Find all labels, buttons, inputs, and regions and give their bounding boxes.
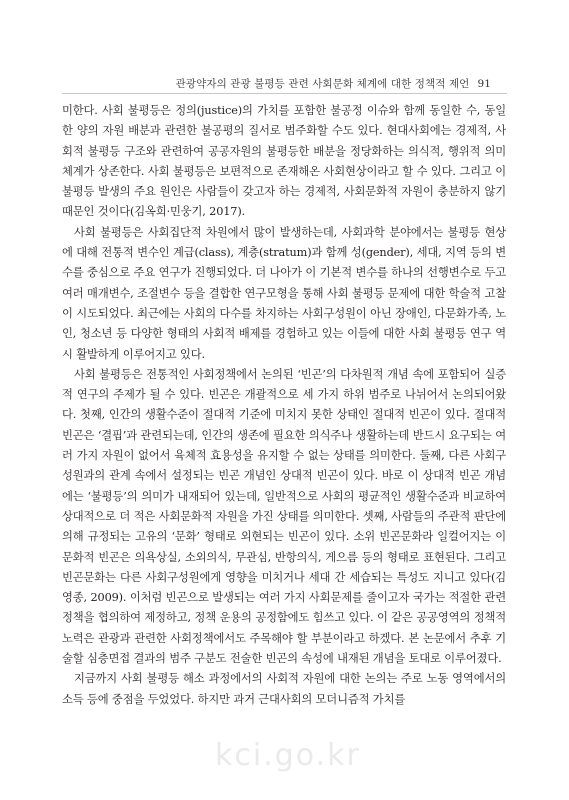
running-header-title: 관광약자의 관광 불평등 관련 사회문화 체계에 대한 정책적 제언 — [175, 78, 470, 90]
running-header — [176, 76, 491, 91]
page-number: 91 — [477, 78, 491, 90]
header-divider — [62, 93, 507, 94]
paragraph-continued: 미한다. 사회 불평등은 정의(justice)의 가치를 포함한 불공정 이슈와 함께 동일한 수, 동일한 양의 자원 배분과 관련한 불공평의 질서로 범주화할 수도 있다. 현대사회에는 경제적, 사회적 불평등 구조와 관련하여 공공자원의 불평등한 배분을 정당화하는 의식적, 행위적 의미체계가 상존한다. 사회 불평등은 보편적으로 존재해온 사회현상이라고 할 수 있다. 그리고 이 불평등 발생의 주요 원인은 사람들이 갖고자 하는 경제적, 사회문화적 자원이 충분하지 않기 때문인 것이다(김옥희·민웅기, 2017). — [62, 104, 506, 219]
watermark: kci.go.kr — [215, 738, 361, 773]
paragraph: 지금까지 사회 불평등 해소 과정에서의 사회적 자원에 대한 논의는 주로 노동 영역에서의 소득 등에 중점을 두었었다. 하지만 과거 근대사회의 모더니즘적 가치를 — [62, 672, 506, 706]
body-text — [62, 101, 506, 710]
paragraph: 사회 불평등은 전통적인 사회정책에서 논의된 ‘빈곤’의 다차원적 개념 속에 포함되어 실증적 연구의 주제가 될 수 있다. 빈곤은 개괄적으로 세 가지 하위 범주로 나뉘어서 논의되어왔다. 첫째, 인간의 생활수준이 절대적 기준에 미치지 못한 상태인 절대적 빈곤이 있다. 절대적 빈곤은 ‘결핍’과 관련되는데, 인간의 생존에 필요한 의식주나 생활하는데 반드시 요구되는 여러 가지 자원이 없어서 육체적 효용성을 유지할 수 없는 상태를 의미한다. 둘째, 다른 사회구성원과의 관계 속에서 설정되는 빈곤 개념인 상대적 빈곤이 있다. 바로 이 상대적 빈곤 개념에는 ‘불평등’의 의미가 내재되어 있는데, 일반적으로 사회의 평균적인 생활수준과 비교하여 상대적으로 더 적은 사회문화적 자원을 가진 상태를 의미한다. 셋째, 사람들의 주관적 판단에 의해 규정되는 고유의 ‘문화’ 형태로 외현되는 빈곤이 있다. 소위 빈곤문화라 일컬어지는 이 문화적 빈곤은 의욕상실, 소외의식, 무관심, 반항의식, 게으름 등의 형태로 표현된다. 그리고 빈곤문화는 다른 사회구성원에게 영향을 미치거나 세대 간 세습되는 특성도 지니고 있다(김영종, 2009). 이처럼 빈곤으로 발생되는 여러 가지 사회문제를 줄이고자 국가는 적절한 관련 정책을 협의하여 제정하고, 정책 운용의 공정함에도 힘쓰고 있다. 이 같은 공공영역의 정책적 노력은 관광과 관련한 사회정책에서도 주목해야 할 부분이라고 하겠다. 본 논문에서 추후 기술할 심층면접 결과의 범주 구분도 전술한 빈곤의 속성에 내재된 개념을 토대로 이루어졌다. — [62, 367, 506, 666]
paragraph: 사회 불평등은 사회집단적 차원에서 많이 발생하는데, 사회과학 분야에서는 불평등 현상에 대해 전통적 변수인 계급(class), 계층(stratum)과 함께 성(gender), 세대, 지역 등의 변수를 중심으로 주요 연구가 진행되었다. 더 나아가 이 기본적 변수를 하나의 선행변수로 두고 여러 매개변수, 조절변수 등을 결합한 연구모형을 통해 사회 불평등 문제에 대한 학술적 고찰이 시도되었다. 최근에는 사회의 다수를 차지하는 사회구성원이 아닌 장애인, 다문화가족, 노인, 청소년 등 다양한 형태의 사회적 배제를 경험하고 있는 이들에 대한 사회 불평등 연구 역시 활발하게 이루어지고 있다. — [62, 225, 506, 361]
